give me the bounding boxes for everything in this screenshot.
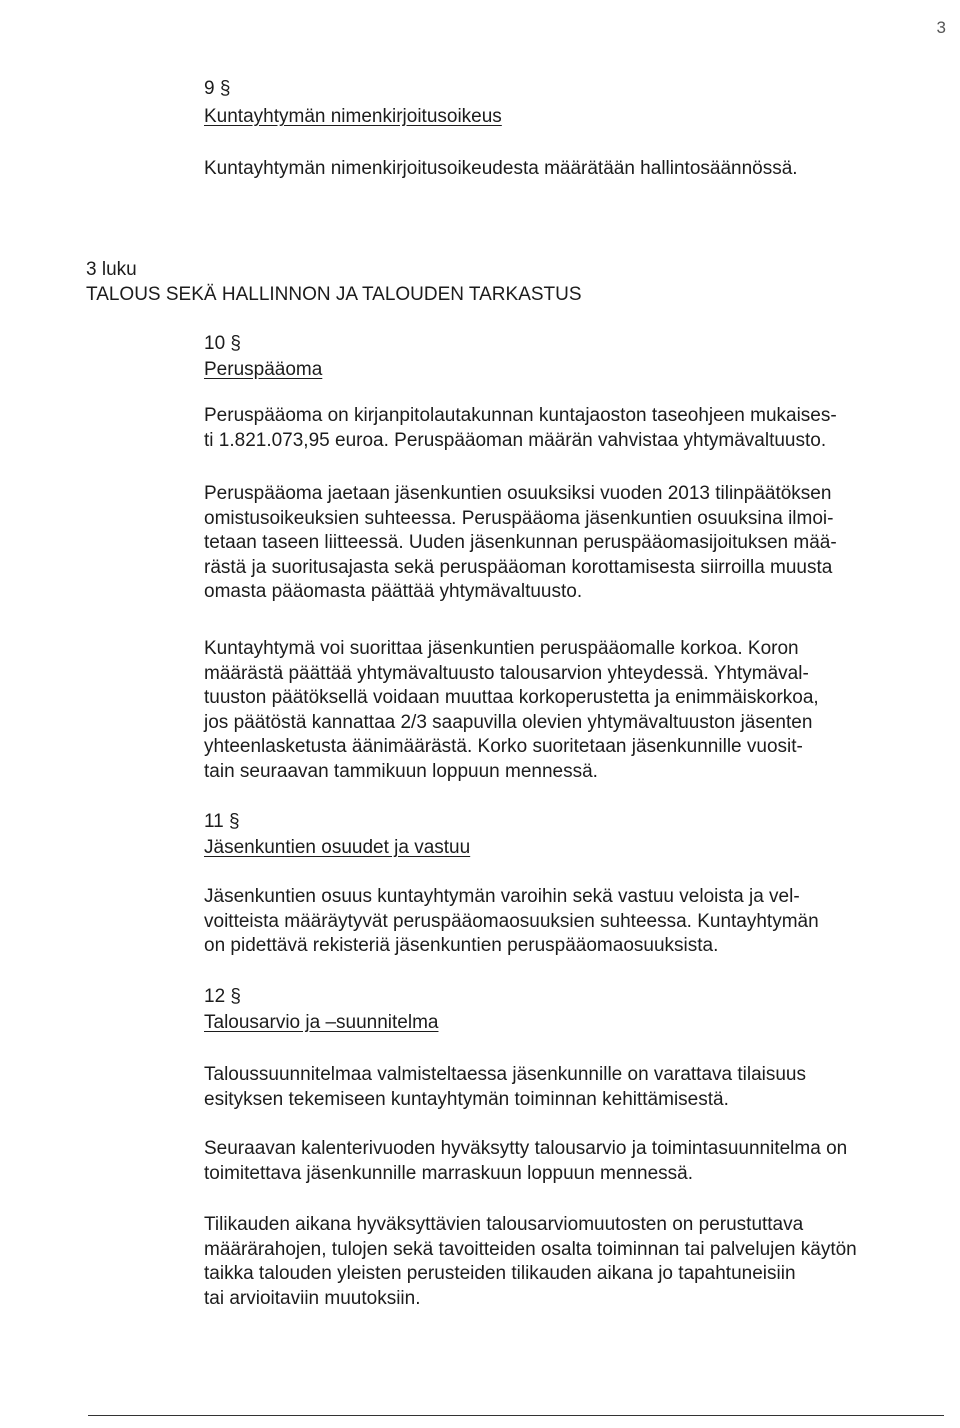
text-line: taikka talouden yleisten perusteiden tilikauden aikana jo tapahtuneisiin [204,1263,796,1284]
text-line: rästä ja suoritusajasta sekä peruspääoman korottamisesta siirroilla muusta [204,556,833,578]
section-12-title: Talousarvio ja –suunnitelma [204,1012,439,1033]
section-11-number: 11 § [204,811,240,832]
section-9-number: 9 § [204,78,231,99]
text-line: Kuntayhtymä voi suorittaa jäsenkuntien peruspääomalle korkoa. Koron [204,638,799,659]
bottom-divider [88,1415,944,1416]
text-line: Seuraavan kalenterivuoden hyväksytty talousarvio ja toimintasuunnitelma on [204,1138,848,1159]
section-10-paragraph-2 [204,482,837,605]
text-line: tain seuraavan tammikuun loppuun mennessä. [204,760,598,782]
text-line: tuuston päätöksellä voidaan muuttaa korkoperustetta ja enimmäiskorkoa, [204,687,819,708]
page-number: 3 [936,18,946,37]
section-9-paragraph-1 [204,157,798,182]
section-9-title: Kuntayhtymän nimenkirjoitusoikeus [204,106,502,127]
chapter-number: 3 luku [86,259,137,280]
section-10-paragraph-3 [204,637,819,784]
section-12-paragraph-1 [204,1063,806,1112]
chapter-heading [86,257,582,307]
text-line: Kuntayhtymän nimenkirjoitusoikeudesta määrätään hallintosäännössä. [204,158,798,179]
text-line: Peruspääoma on kirjanpitolautakunnan kuntajaoston taseohjeen mukaises- [204,405,837,426]
section-11-title: Jäsenkuntien osuudet ja vastuu [204,837,471,858]
text-line: voitteista määräytyvät peruspääomaosuuksien suhteessa. Kuntayhtymän [204,910,819,932]
text-line: Peruspääoma jaetaan jäsenkuntien osuuksiksi vuoden 2013 tilinpäätöksen [204,483,832,504]
chapter-title: TALOUS SEKÄ HALLINNON JA TALOUDEN TARKASTUS [86,284,582,305]
section-12-paragraph-2 [204,1137,847,1186]
text-line: Tilikauden aikana hyväksyttävien talousarviomuutosten on perustuttava [204,1214,804,1235]
text-line: Jäsenkuntien osuus kuntayhtymän varoihin sekä vastuu veloista ja vel- [204,886,800,907]
text-line: toimitettava jäsenkunnille marraskuun loppuun mennessä. [204,1162,693,1184]
section-10-paragraph-1 [204,404,837,453]
text-line: on pidettävä rekisteriä jäsenkuntien peruspääomaosuuksista. [204,935,719,956]
section-10-number: 10 § [204,333,241,354]
section-12-number: 12 § [204,986,241,1007]
text-line: Taloussuunnitelmaa valmisteltaessa jäsenkunnille on varattava tilaisuus [204,1064,806,1085]
text-line: tetaan taseen liitteessä. Uuden jäsenkunnan peruspääomasijoituksen mää- [204,532,837,553]
section-12-paragraph-3 [204,1213,857,1311]
text-line: määrästä päättää yhtymävaltuusto talousarvion yhteydessä. Yhtymäval- [204,662,809,684]
section-11-paragraph-1 [204,885,819,959]
text-line: yhteenlasketusta äänimäärästä. Korko suoritetaan jäsenkunnille vuosit- [204,736,803,757]
text-line: omasta pääomasta päättää yhtymävaltuusto. [204,581,583,602]
text-line: tai arvioitaviin muutoksiin. [204,1287,421,1309]
text-line: määrärahojen, tulojen sekä tavoitteiden osalta toiminnan tai palvelujen käytön [204,1238,857,1260]
text-line: jos päätöstä kannattaa 2/3 saapuvilla olevien yhtymävaltuuston jäsenten [204,711,813,733]
text-line: ti 1.821.073,95 euroa. Peruspääoman määrän vahvistaa yhtymävaltuusto. [204,429,827,451]
text-line: omistusoikeuksien suhteessa. Peruspääoma jäsenkuntien osuuksina ilmoi- [204,507,834,529]
text-line: esityksen tekemiseen kuntayhtymän toiminnan kehittämisestä. [204,1088,729,1110]
section-10-title: Peruspääoma [204,359,323,380]
